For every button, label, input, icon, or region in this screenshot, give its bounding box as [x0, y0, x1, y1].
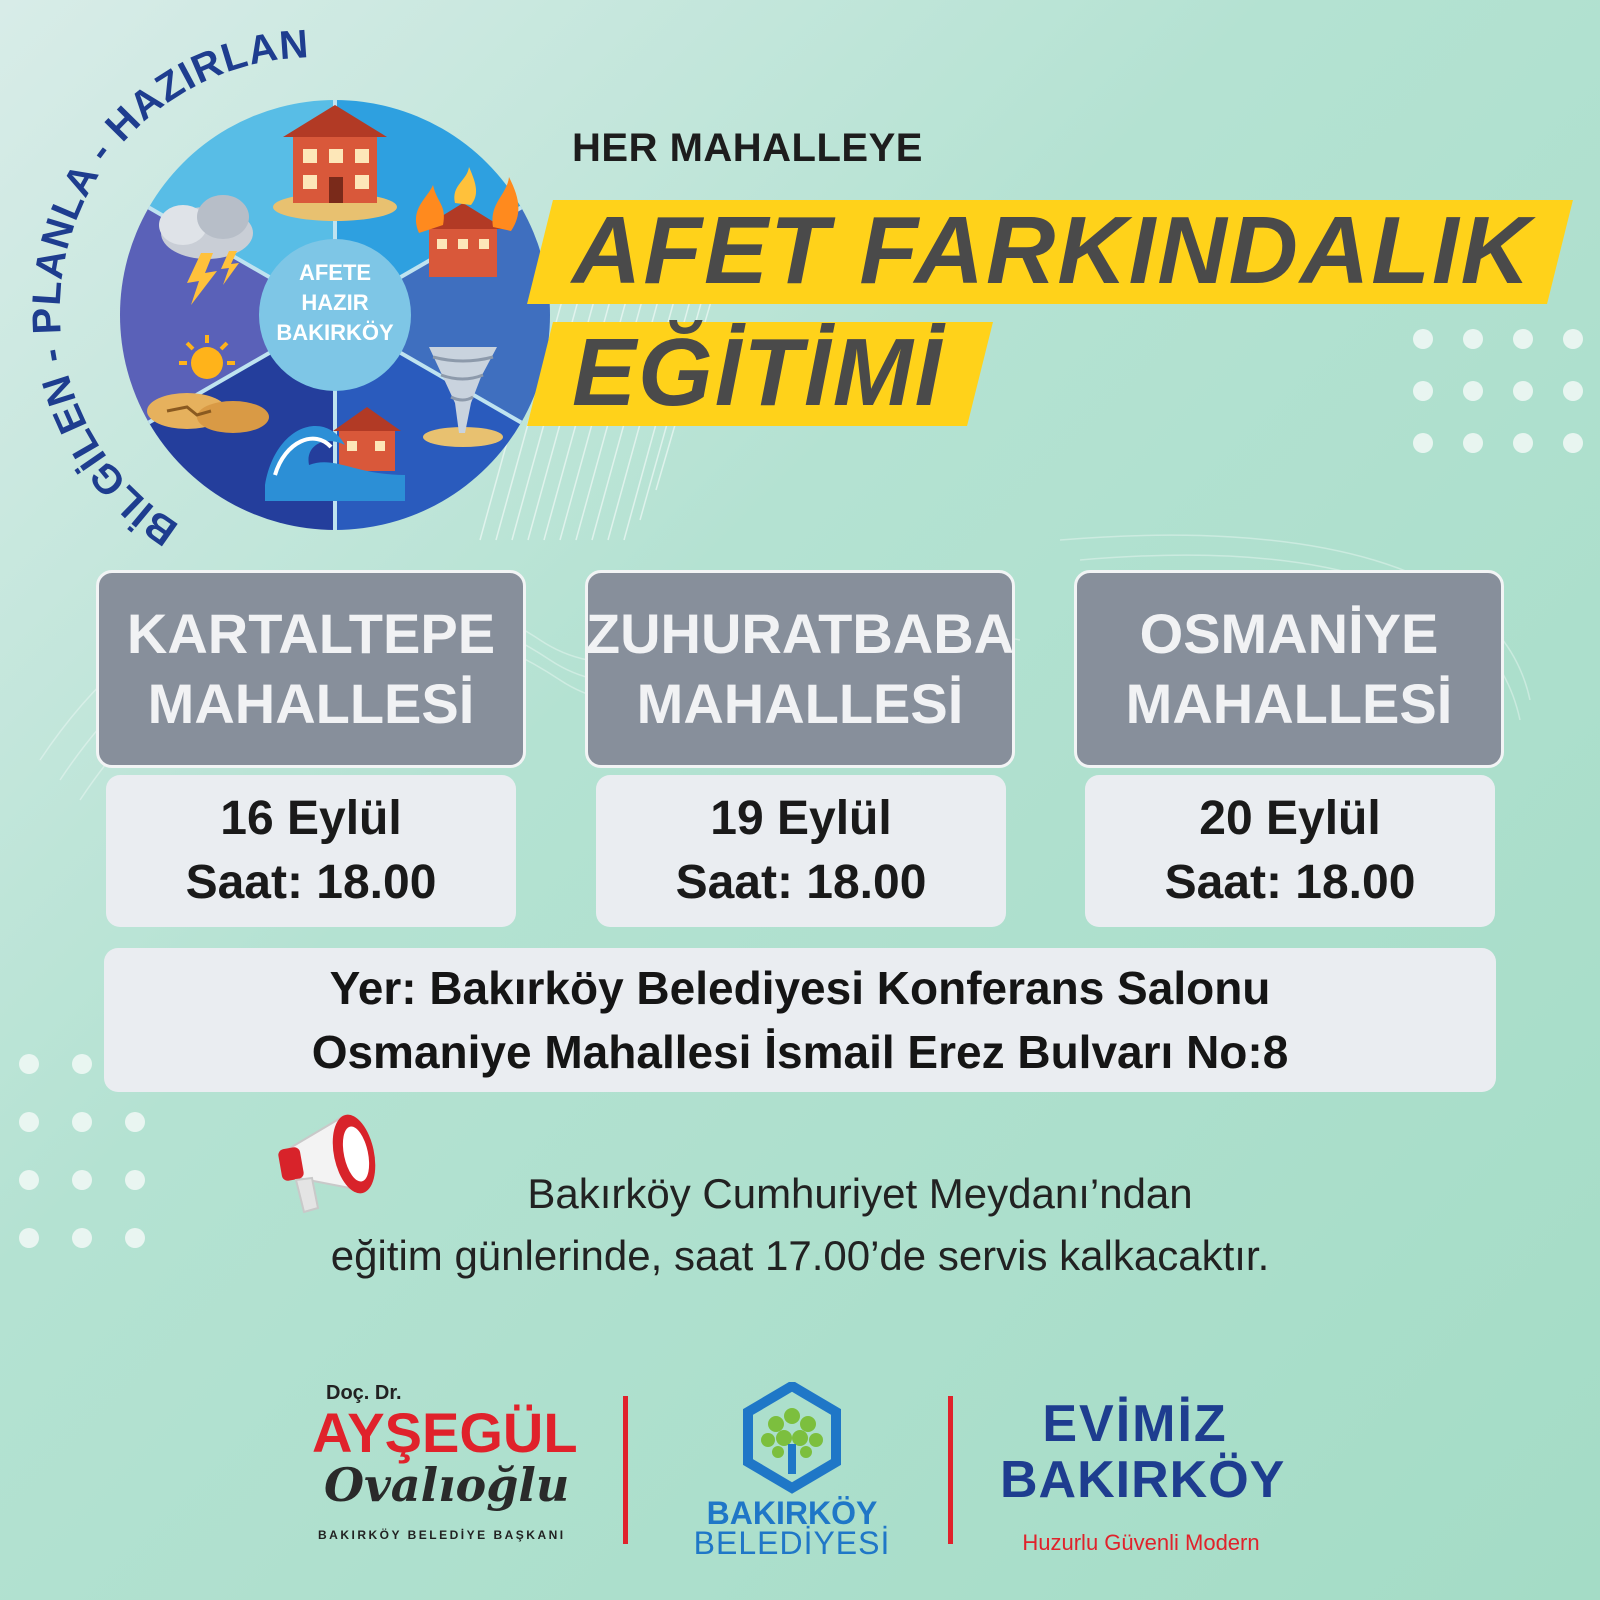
event-card-zuhuratbaba-time [596, 775, 1006, 927]
event-card-osmaniye-time [1085, 775, 1495, 927]
venue-line-2: Osmaniye Mahallesi İsmail Erez Bulvarı No:8 [311, 1026, 1289, 1078]
mayor-first-name: AYŞEGÜL [312, 1401, 578, 1464]
service-line-2: eğitim günlerinde, saat 17.00’de servis kalkacaktır. [330, 1232, 1270, 1279]
neighborhood-name: KARTALTEPE [126, 602, 496, 665]
venue-box [104, 948, 1496, 1092]
kicker-text: HER MAHALLEYE [572, 126, 923, 170]
footer-divider-2 [948, 1396, 953, 1544]
mayor-role: BAKIRKÖY BELEDİYE BAŞKANI [318, 1528, 566, 1542]
event-time: Saat: 18.00 [675, 856, 927, 909]
neighborhood-suffix: MAHALLESİ [1125, 672, 1453, 735]
event-card-kartaltepe-name [96, 570, 526, 768]
event-date: 19 Eylül [710, 792, 892, 845]
slogan-line-1: EVİMİZ [1042, 1395, 1228, 1453]
mayor-title: Doç. Dr. [326, 1382, 402, 1404]
event-time: Saat: 18.00 [1164, 856, 1416, 909]
circle-center-line-1: AFETE [298, 260, 372, 285]
neighborhood-name: OSMANİYE [1139, 602, 1439, 665]
venue-line-1: Yer: Bakırköy Belediyesi Konferans Salonu [329, 962, 1271, 1014]
event-date: 20 Eylül [1199, 792, 1381, 845]
circle-center-line-2: HAZIR [301, 290, 369, 315]
service-line-1: Bakırköy Cumhuriyet Meydanı’ndan [527, 1170, 1193, 1217]
page-title-line-1: AFET FARKINDALIK [572, 197, 1532, 304]
circle-arc-slogan: BİLGİLEN - PLANLA - HAZIRLAN [24, 22, 311, 555]
event-time: Saat: 18.00 [185, 856, 437, 909]
mayor-signature [310, 1382, 580, 1552]
disaster-awareness-circle [20, 20, 560, 560]
neighborhood-suffix: MAHALLESİ [636, 672, 964, 735]
circle-center-line-3: BAKIRKÖY [276, 320, 394, 345]
municipality-logo-icon [736, 1382, 848, 1494]
event-card-osmaniye-name [1074, 570, 1504, 768]
event-date: 16 Eylül [220, 792, 402, 845]
mayor-last-name: Ovalıoğlu [324, 1458, 570, 1512]
page-title-line-2: EĞİTİMİ [572, 319, 944, 426]
neighborhood-suffix: MAHALLESİ [147, 672, 475, 735]
neighborhood-name: ZUHURATBABA [585, 602, 1015, 665]
slogan-tagline: Huzurlu Güvenli Modern [1022, 1530, 1260, 1555]
event-card-kartaltepe-time [106, 775, 516, 927]
event-card-zuhuratbaba-name [585, 570, 1015, 768]
footer-divider-1 [623, 1396, 628, 1544]
slogan-line-2: BAKIRKÖY [1000, 1451, 1286, 1509]
municipality-name-line-1: BAKIRKÖY [706, 1495, 878, 1531]
municipality-name-line-2: BELEDİYESİ [693, 1525, 891, 1561]
